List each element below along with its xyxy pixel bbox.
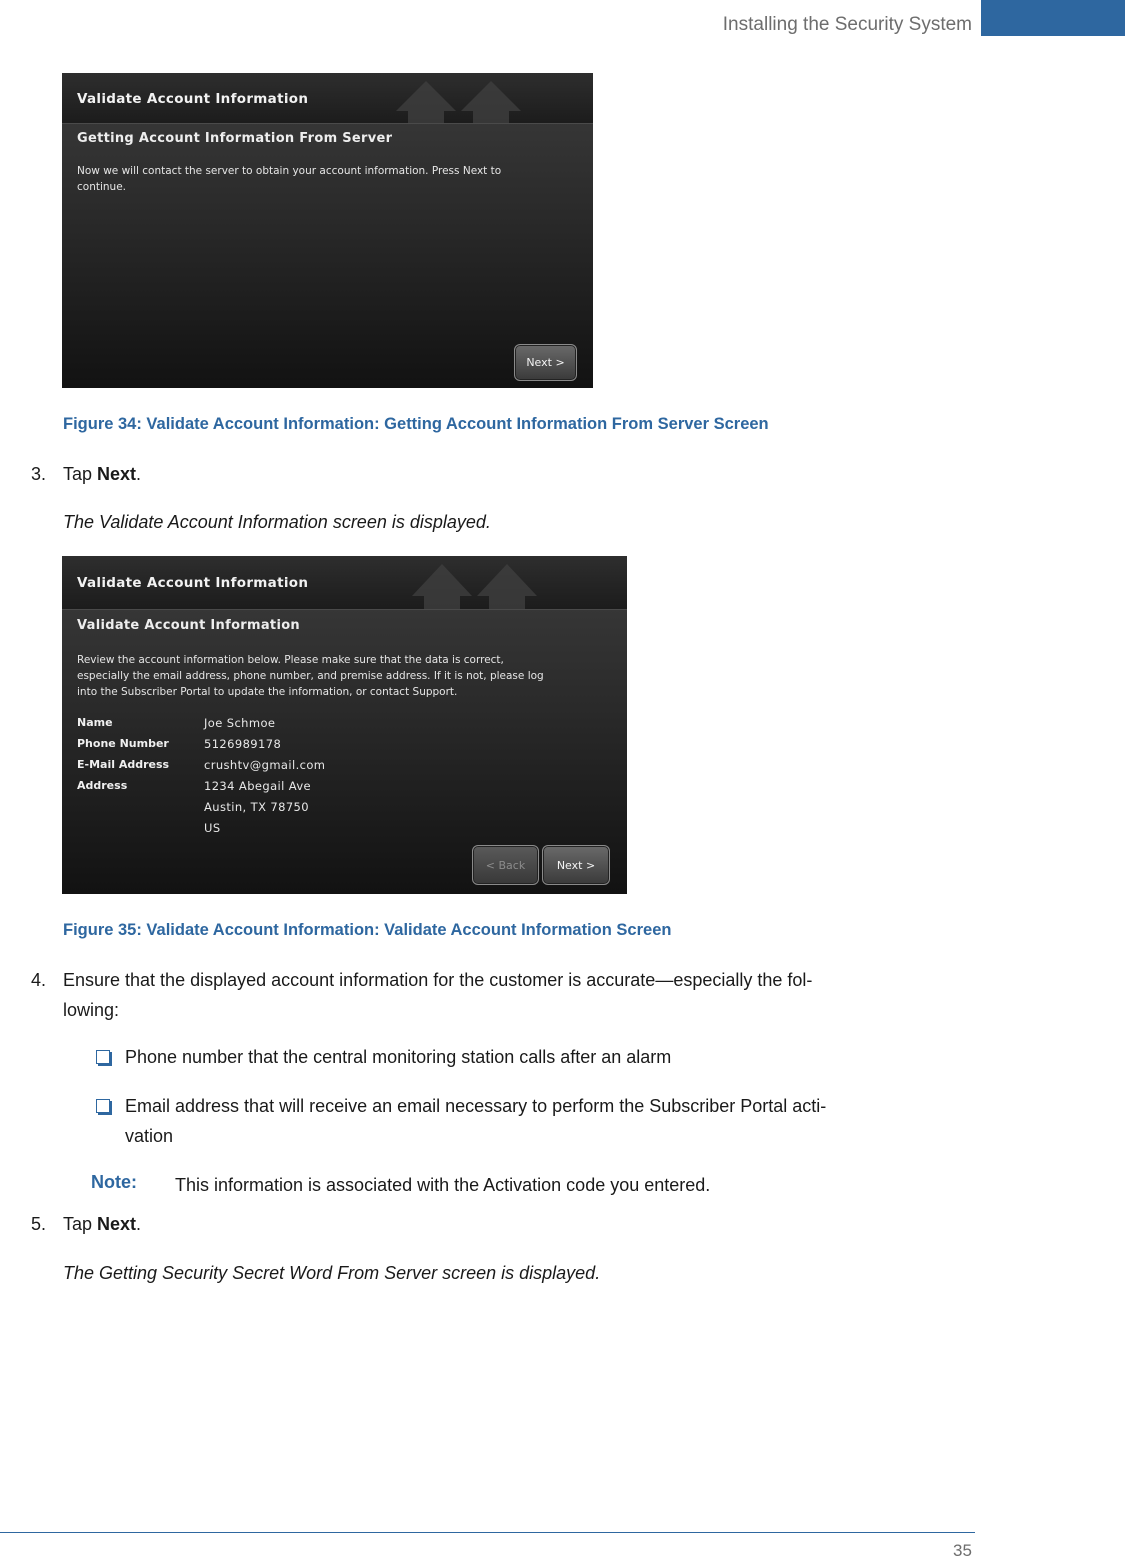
step-number: 3. xyxy=(31,464,47,484)
step-punct: . xyxy=(136,464,142,484)
figure-35-caption: Figure 35: Validate Account Information: Validate Account Information Screen xyxy=(63,921,672,939)
step-4-line: lowing: xyxy=(63,1000,120,1020)
screen-section-title: Validate Account Information xyxy=(77,618,300,633)
step-3-result: The Validate Account Information screen is displayed. xyxy=(63,512,491,532)
step-5-instruction xyxy=(63,1210,141,1238)
running-header-title: Installing the Security System xyxy=(722,14,972,35)
checkbox-bullet-icon xyxy=(96,1099,110,1113)
field-label-email: E-Mail Address xyxy=(77,758,170,771)
next-keyword: Next xyxy=(97,464,137,484)
field-value-name: Joe Schmoe xyxy=(204,716,276,730)
next-keyword: Next xyxy=(97,1214,137,1234)
note-text: This information is associated with the Activation code you entered. xyxy=(175,1175,711,1195)
step-number: 4. xyxy=(31,970,47,990)
figure-35-screenshot xyxy=(62,556,627,894)
step-number: 5. xyxy=(31,1214,47,1234)
step-punct: . xyxy=(136,1214,142,1234)
field-value-address: 1234 Abegail Ave xyxy=(204,779,312,793)
field-label-name: Name xyxy=(77,716,113,729)
step-text: Tap xyxy=(63,464,98,484)
screen-section-title: Getting Account Information From Server xyxy=(77,131,393,146)
field-label-phone: Phone Number xyxy=(77,737,169,750)
note-label: Note: xyxy=(91,1172,137,1192)
bullet-text: Phone number that the central monitoring station calls after an alarm xyxy=(125,1047,672,1067)
footer-rule xyxy=(0,1532,975,1533)
back-button[interactable]: < Back xyxy=(472,845,539,885)
step-4-line: Ensure that the displayed account information for the customer is accurate—especially the fol- xyxy=(63,970,813,990)
figure-34-caption: Figure 34: Validate Account Information: Getting Account Information From Server Screen xyxy=(63,415,769,433)
screen-body-line: into the Subscriber Portal to update the information, or contact Support. xyxy=(77,686,458,698)
screen-body-line: especially the email address, phone number, and premise address. If it is not, please log xyxy=(77,670,544,682)
page-number: 35 xyxy=(953,1541,972,1560)
checkbox-bullet-icon xyxy=(96,1050,110,1064)
bullet-text: vation xyxy=(125,1126,174,1146)
step-3-instruction xyxy=(63,460,141,488)
screen-body-line: Review the account information below. Please make sure that the data is correct, xyxy=(77,654,504,666)
figure-34-screenshot xyxy=(62,73,593,388)
bullet-text: Email address that will receive an email necessary to perform the Subscriber Portal acti- xyxy=(125,1096,827,1116)
next-button[interactable]: Next > xyxy=(514,344,577,381)
field-label-address: Address xyxy=(77,779,128,792)
screen-body-line: continue. xyxy=(77,181,126,193)
house-logo-icon xyxy=(386,73,536,123)
screen-bar-title: Validate Account Information xyxy=(77,575,309,591)
house-logo-icon xyxy=(402,556,552,609)
field-value-phone: 5126989178 xyxy=(204,737,282,751)
field-value-address-line3: US xyxy=(204,821,221,835)
step-text: Tap xyxy=(63,1214,98,1234)
screen-bar-title: Validate Account Information xyxy=(77,91,309,107)
field-value-address-line2: Austin, TX 78750 xyxy=(204,800,309,814)
step-5-result: The Getting Security Secret Word From Server screen is displayed. xyxy=(63,1263,601,1283)
screen-body-line: Now we will contact the server to obtain your account information. Press Next to xyxy=(77,165,502,177)
next-button[interactable]: Next > xyxy=(542,845,610,885)
field-value-email: crushtv@gmail.com xyxy=(204,758,326,772)
header-accent-bar xyxy=(981,0,1125,36)
